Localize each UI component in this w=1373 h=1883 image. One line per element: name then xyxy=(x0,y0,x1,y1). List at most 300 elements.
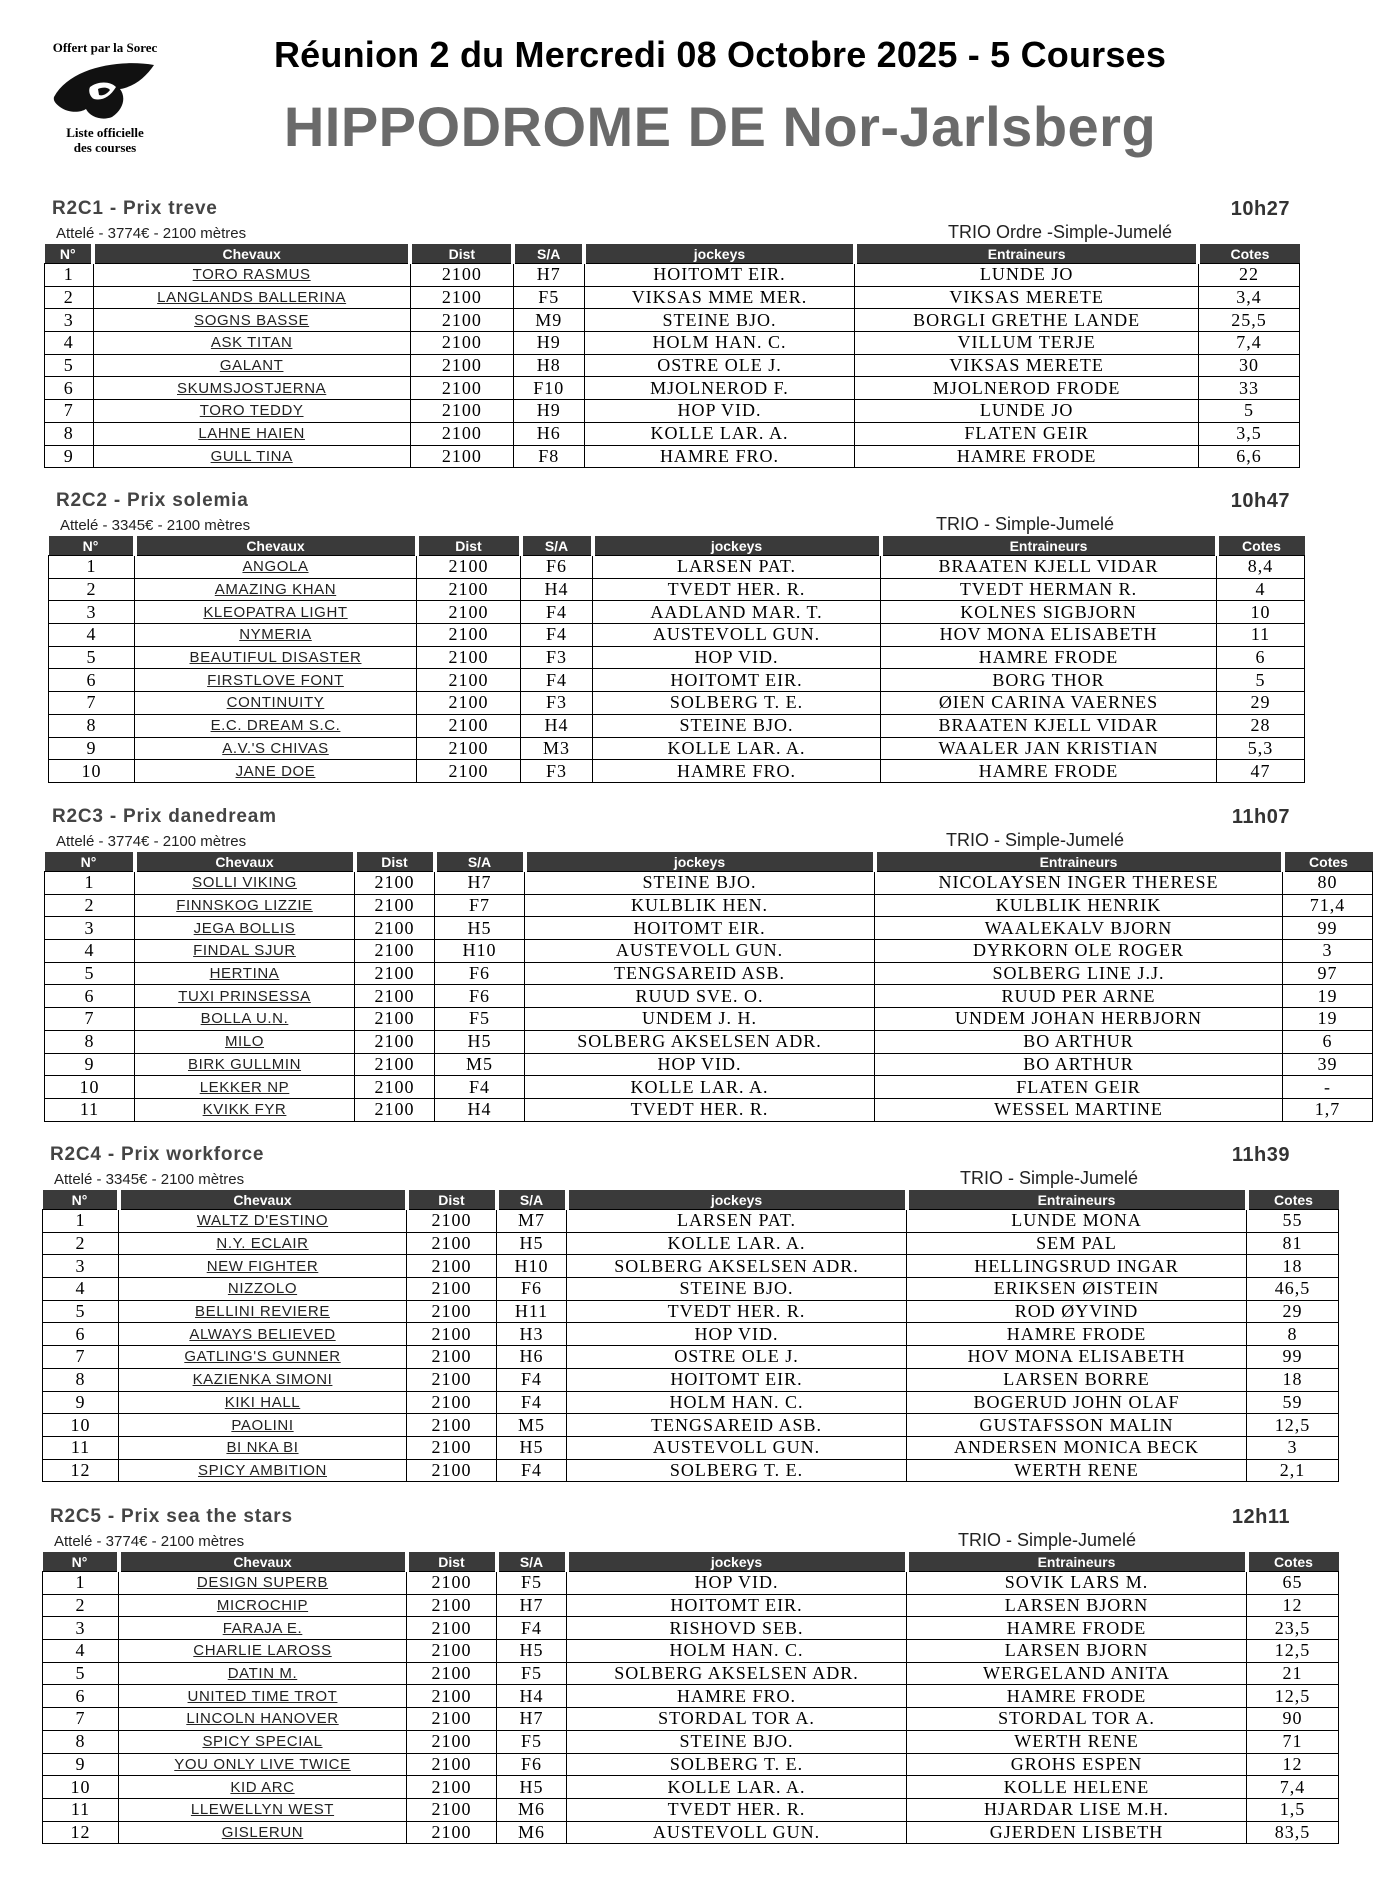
col-distance-cell: 2100 xyxy=(417,646,521,669)
horse-name-link[interactable]: FINNSKOG LIZZIE xyxy=(135,894,355,917)
col-odds-header: Cotes xyxy=(1198,244,1299,264)
col-trainer-cell: ROD ØYVIND xyxy=(907,1300,1247,1323)
horse-name-link[interactable]: BI NKA BI xyxy=(119,1436,407,1459)
horse-name-link[interactable]: NYMERIA xyxy=(135,624,417,647)
col-sex-age-cell: H5 xyxy=(497,1436,567,1459)
table-row xyxy=(43,1278,1339,1301)
col-sex-age-cell: F3 xyxy=(521,692,593,715)
table-row xyxy=(43,1821,1339,1844)
col-odds-cell: 47 xyxy=(1217,760,1305,783)
horse-name-link[interactable]: NEW FIGHTER xyxy=(119,1255,407,1278)
horse-name-link[interactable]: KVIKK FYR xyxy=(135,1098,355,1121)
col-trainer-cell: HAMRE FRODE xyxy=(907,1323,1247,1346)
horse-name-link[interactable]: BIRK GULLMIN xyxy=(135,1053,355,1076)
table-header-row xyxy=(45,244,1300,264)
horse-name-link[interactable]: LLEWELLYN WEST xyxy=(119,1798,407,1821)
table-row xyxy=(43,1776,1339,1799)
horse-name-link[interactable]: JANE DOE xyxy=(135,760,417,783)
col-trainer-header: Entraineurs xyxy=(875,852,1283,872)
col-sex-age-cell: M9 xyxy=(513,309,584,332)
col-trainer-header: Entraineurs xyxy=(855,244,1199,264)
horse-name-link[interactable]: HERTINA xyxy=(135,962,355,985)
col-trainer-cell: ANDERSEN MONICA BECK xyxy=(907,1436,1247,1459)
race-time: 12h11 xyxy=(1231,1506,1290,1528)
table-row xyxy=(45,264,1300,287)
horse-name-link[interactable]: GATLING'S GUNNER xyxy=(119,1346,407,1369)
table-row xyxy=(45,1098,1373,1121)
table-row xyxy=(43,1255,1339,1278)
col-distance-cell: 2100 xyxy=(407,1255,497,1278)
col-trainer-cell: ERIKSEN ØISTEIN xyxy=(907,1278,1247,1301)
col-distance-cell: 2100 xyxy=(417,578,521,601)
col-odds-cell: 12 xyxy=(1247,1753,1339,1776)
col-odds-cell: 6,6 xyxy=(1198,445,1299,468)
col-odds-cell: 3,4 xyxy=(1198,286,1299,309)
col-trainer-cell: FLATEN GEIR xyxy=(855,422,1199,445)
col-sex-age-cell: F6 xyxy=(521,556,593,579)
col-jockey-cell: HOITOMT EIR. xyxy=(593,669,881,692)
race-subheader xyxy=(44,222,1300,244)
col-distance-cell: 2100 xyxy=(355,872,435,895)
race-subheader xyxy=(42,1530,1300,1552)
col-number-cell: 10 xyxy=(43,1414,119,1437)
logo-top-text: Offert par la Sorec xyxy=(52,40,158,55)
col-distance-cell: 2100 xyxy=(407,1753,497,1776)
race-section-1 xyxy=(44,198,1300,468)
table-row xyxy=(43,1459,1339,1482)
horse-name-link[interactable]: KAZIENKA SIMONI xyxy=(119,1368,407,1391)
col-jockey-cell: TVEDT HER. R. xyxy=(567,1300,907,1323)
col-distance-cell: 2100 xyxy=(407,1617,497,1640)
runners-table xyxy=(42,1190,1339,1482)
col-jockey-cell: KOLLE LAR. A. xyxy=(525,1076,875,1099)
horse-name-link[interactable]: TUXI PRINSESSA xyxy=(135,985,355,1008)
table-row xyxy=(43,1232,1339,1255)
horse-name-link[interactable]: BELLINI REVIERE xyxy=(119,1300,407,1323)
col-jockey-cell: HOP VID. xyxy=(525,1053,875,1076)
col-jockey-cell: LARSEN PAT. xyxy=(593,556,881,579)
horse-name-link[interactable]: LAHNE HAIEN xyxy=(93,422,410,445)
race-subheader xyxy=(48,514,1300,536)
col-sex-age-cell: F4 xyxy=(521,624,593,647)
col-distance-cell: 2100 xyxy=(417,760,521,783)
table-header-row xyxy=(43,1190,1339,1210)
col-distance-cell: 2100 xyxy=(410,445,513,468)
table-row xyxy=(45,377,1300,400)
col-sex-age-cell: F4 xyxy=(497,1368,567,1391)
race-conditions: Attelé - 3345€ - 2100 mètres xyxy=(54,1171,245,1188)
venue-title: HIPPODROME DE Nor-Jarlsberg xyxy=(283,95,1157,158)
col-trainer-cell: HAMRE FRODE xyxy=(881,760,1217,783)
horse-name-link[interactable]: CHARLIE LAROSS xyxy=(119,1640,407,1663)
col-trainer-cell: TVEDT HERMAN R. xyxy=(881,578,1217,601)
col-jockey-cell: STEINE BJO. xyxy=(567,1730,907,1753)
race-bet-types: TRIO - Simple-Jumelé xyxy=(946,830,1125,850)
horse-name-link[interactable]: E.C. DREAM S.C. xyxy=(135,714,417,737)
col-distance-cell: 2100 xyxy=(355,917,435,940)
col-trainer-header: Entraineurs xyxy=(881,536,1217,556)
horse-name-link[interactable]: TORO TEDDY xyxy=(93,400,410,423)
col-sex-age-cell: F5 xyxy=(497,1572,567,1595)
col-trainer-cell: SOVIK LARS M. xyxy=(907,1572,1247,1595)
col-number-cell: 12 xyxy=(43,1459,119,1482)
col-odds-cell: 19 xyxy=(1283,1008,1373,1031)
col-trainer-cell: WAALEKALV BJORN xyxy=(875,917,1283,940)
col-sex-age-cell: H4 xyxy=(521,578,593,601)
col-trainer-cell: HAMRE FRODE xyxy=(881,646,1217,669)
col-number-header: N° xyxy=(43,1190,119,1210)
col-sex-age-cell: F4 xyxy=(521,669,593,692)
col-jockey-cell: AUSTEVOLL GUN. xyxy=(567,1821,907,1844)
col-number-cell: 3 xyxy=(49,601,135,624)
table-row xyxy=(43,1414,1339,1437)
table-row xyxy=(45,985,1373,1008)
horse-name-link[interactable]: SKUMSJOSTJERNA xyxy=(93,377,410,400)
table-row xyxy=(45,1053,1373,1076)
col-jockey-cell: KOLLE LAR. A. xyxy=(593,737,881,760)
horse-name-link[interactable]: KID ARC xyxy=(119,1776,407,1799)
horse-name-link[interactable]: GALANT xyxy=(93,354,410,377)
col-trainer-cell: WERGELAND ANITA xyxy=(907,1662,1247,1685)
race-section-5 xyxy=(42,1506,1313,1844)
col-jockey-cell: SOLBERG AKSELSEN ADR. xyxy=(567,1255,907,1278)
col-jockey-cell: HOITOMT EIR. xyxy=(567,1368,907,1391)
col-trainer-cell: VILLUM TERJE xyxy=(855,332,1199,355)
race-section-3 xyxy=(44,806,1348,1122)
col-distance-cell: 2100 xyxy=(407,1232,497,1255)
col-jockey-cell: UNDEM J. H. xyxy=(525,1008,875,1031)
col-trainer-cell: GUSTAFSSON MALIN xyxy=(907,1414,1247,1437)
horse-name-link[interactable]: AMAZING KHAN xyxy=(135,578,417,601)
table-row xyxy=(45,940,1373,963)
horse-name-link[interactable]: SPICY AMBITION xyxy=(119,1459,407,1482)
col-distance-cell: 2100 xyxy=(410,422,513,445)
race-header xyxy=(42,1144,1300,1168)
col-odds-cell: 6 xyxy=(1283,1030,1373,1053)
table-header-row xyxy=(45,852,1373,872)
horse-name-link[interactable]: DATIN M. xyxy=(119,1662,407,1685)
col-sex-age-cell: F5 xyxy=(497,1730,567,1753)
horse-name-link[interactable]: MILO xyxy=(135,1030,355,1053)
col-jockey-header: jockeys xyxy=(584,244,855,264)
col-number-cell: 6 xyxy=(45,377,94,400)
col-odds-cell: 6 xyxy=(1217,646,1305,669)
table-row xyxy=(49,578,1305,601)
table-row xyxy=(49,646,1305,669)
col-jockey-cell: STEINE BJO. xyxy=(584,309,855,332)
col-jockey-cell: MJOLNEROD F. xyxy=(584,377,855,400)
col-distance-cell: 2100 xyxy=(407,1776,497,1799)
col-trainer-header: Entraineurs xyxy=(907,1190,1247,1210)
horse-name-link[interactable]: BOLLA U.N. xyxy=(135,1008,355,1031)
table-row xyxy=(45,400,1300,423)
col-jockey-cell: OSTRE OLE J. xyxy=(584,354,855,377)
col-number-cell: 6 xyxy=(45,985,135,1008)
horse-name-link[interactable]: MICROCHIP xyxy=(119,1594,407,1617)
col-jockey-cell: RISHOVD SEB. xyxy=(567,1617,907,1640)
col-number-cell: 4 xyxy=(43,1640,119,1663)
horse-name-link[interactable]: LANGLANDS BALLERINA xyxy=(93,286,410,309)
col-number-cell: 4 xyxy=(49,624,135,647)
horse-name-link[interactable]: SOGNS BASSE xyxy=(93,309,410,332)
col-number-cell: 9 xyxy=(45,1053,135,1076)
col-odds-cell: 30 xyxy=(1198,354,1299,377)
race-bet-types: TRIO - Simple-Jumelé xyxy=(960,1168,1139,1188)
col-number-cell: 1 xyxy=(45,264,94,287)
col-number-cell: 2 xyxy=(45,894,135,917)
col-trainer-cell: BORG THOR xyxy=(881,669,1217,692)
col-jockey-cell: STEINE BJO. xyxy=(593,714,881,737)
race-name: R2C2 - Prix solemia xyxy=(56,490,249,511)
horse-name-link[interactable]: BEAUTIFUL DISASTER xyxy=(135,646,417,669)
table-row xyxy=(43,1436,1339,1459)
col-jockey-cell: LARSEN PAT. xyxy=(567,1210,907,1233)
col-distance-cell: 2100 xyxy=(407,1436,497,1459)
horse-name-link[interactable]: A.V.'S CHIVAS xyxy=(135,737,417,760)
runners-table xyxy=(48,536,1305,783)
col-distance-cell: 2100 xyxy=(355,1008,435,1031)
col-sex-age-header: S/A xyxy=(513,244,584,264)
col-horse-header: Chevaux xyxy=(119,1190,407,1210)
col-distance-cell: 2100 xyxy=(407,1662,497,1685)
col-number-cell: 11 xyxy=(43,1798,119,1821)
col-number-header: N° xyxy=(43,1552,119,1572)
horse-name-link[interactable]: SPICY SPECIAL xyxy=(119,1730,407,1753)
col-distance-cell: 2100 xyxy=(417,669,521,692)
horse-name-link[interactable]: LEKKER NP xyxy=(135,1076,355,1099)
col-number-cell: 7 xyxy=(49,692,135,715)
col-number-cell: 5 xyxy=(43,1662,119,1685)
col-number-header: N° xyxy=(45,852,135,872)
race-time: 10h47 xyxy=(1230,490,1290,512)
horse-name-link[interactable]: N.Y. ECLAIR xyxy=(119,1232,407,1255)
col-distance-cell: 2100 xyxy=(410,309,513,332)
horse-name-link[interactable]: FIRSTLOVE FONT xyxy=(135,669,417,692)
horse-name-link[interactable]: SOLLI VIKING xyxy=(135,872,355,895)
col-odds-cell: 12,5 xyxy=(1247,1414,1339,1437)
col-number-cell: 10 xyxy=(43,1776,119,1799)
col-odds-cell: 4 xyxy=(1217,578,1305,601)
col-number-cell: 3 xyxy=(43,1255,119,1278)
col-sex-age-cell: F6 xyxy=(497,1753,567,1776)
col-jockey-cell: OSTRE OLE J. xyxy=(567,1346,907,1369)
race-name: R2C5 - Prix sea the stars xyxy=(50,1506,293,1527)
col-distance-cell: 2100 xyxy=(407,1300,497,1323)
col-sex-age-cell: H5 xyxy=(435,1030,525,1053)
col-jockey-cell: HOITOMT EIR. xyxy=(567,1594,907,1617)
horse-name-link[interactable]: TORO RASMUS xyxy=(93,264,410,287)
race-time: 10h27 xyxy=(1230,198,1290,220)
horse-name-link[interactable]: LINCOLN HANOVER xyxy=(119,1708,407,1731)
col-number-cell: 6 xyxy=(43,1685,119,1708)
col-jockey-cell: SOLBERG AKSELSEN ADR. xyxy=(567,1662,907,1685)
col-number-cell: 6 xyxy=(43,1323,119,1346)
col-number-cell: 5 xyxy=(49,646,135,669)
race-name: R2C3 - Prix danedream xyxy=(52,806,277,827)
table-row xyxy=(45,332,1300,355)
col-odds-cell: 23,5 xyxy=(1247,1617,1339,1640)
horse-name-link[interactable]: NIZZOLO xyxy=(119,1278,407,1301)
col-sex-age-cell: F6 xyxy=(435,985,525,1008)
race-name: R2C4 - Prix workforce xyxy=(50,1144,265,1165)
col-jockey-cell: TVEDT HER. R. xyxy=(593,578,881,601)
horse-name-link[interactable]: JEGA BOLLIS xyxy=(135,917,355,940)
col-jockey-cell: KOLLE LAR. A. xyxy=(584,422,855,445)
table-row xyxy=(43,1300,1339,1323)
col-odds-header: Cotes xyxy=(1217,536,1305,556)
horse-name-link[interactable]: PAOLINI xyxy=(119,1414,407,1437)
col-number-cell: 4 xyxy=(45,332,94,355)
col-distance-cell: 2100 xyxy=(417,624,521,647)
horse-name-link[interactable]: YOU ONLY LIVE TWICE xyxy=(119,1753,407,1776)
col-odds-cell: 28 xyxy=(1217,714,1305,737)
col-trainer-cell: HJARDAR LISE M.H. xyxy=(907,1798,1247,1821)
table-row xyxy=(45,1030,1373,1053)
race-bet-types: TRIO Ordre -Simple-Jumelé xyxy=(948,222,1173,242)
col-number-cell: 1 xyxy=(49,556,135,579)
col-number-cell: 8 xyxy=(45,1030,135,1053)
col-trainer-cell: WAALER JAN KRISTIAN xyxy=(881,737,1217,760)
col-distance-cell: 2100 xyxy=(355,1030,435,1053)
horse-name-link[interactable]: CONTINUITY xyxy=(135,692,417,715)
col-sex-age-cell: F6 xyxy=(497,1278,567,1301)
table-row xyxy=(49,692,1305,715)
race-conditions: Attelé - 3774€ - 2100 mètres xyxy=(56,833,247,850)
col-jockey-cell: HAMRE FRO. xyxy=(584,445,855,468)
col-odds-cell: 3,5 xyxy=(1198,422,1299,445)
col-trainer-cell: BORGLI GRETHE LANDE xyxy=(855,309,1199,332)
col-jockey-cell: STEINE BJO. xyxy=(567,1278,907,1301)
col-jockey-cell: AUSTEVOLL GUN. xyxy=(567,1436,907,1459)
col-jockey-cell: TVEDT HER. R. xyxy=(567,1798,907,1821)
col-trainer-cell: BRAATEN KJELL VIDAR xyxy=(881,714,1217,737)
horse-name-link[interactable]: GISLERUN xyxy=(119,1821,407,1844)
col-sex-age-cell: F5 xyxy=(513,286,584,309)
col-number-cell: 3 xyxy=(45,917,135,940)
col-odds-cell: 12,5 xyxy=(1247,1640,1339,1663)
horse-name-link[interactable]: WALTZ D'ESTINO xyxy=(119,1210,407,1233)
col-number-cell: 5 xyxy=(45,354,94,377)
table-row xyxy=(43,1572,1339,1595)
table-row xyxy=(43,1708,1339,1731)
col-sex-age-cell: H6 xyxy=(497,1346,567,1369)
col-horse-header: Chevaux xyxy=(135,852,355,872)
col-trainer-cell: WERTH RENE xyxy=(907,1730,1247,1753)
col-jockey-cell: HOITOMT EIR. xyxy=(525,917,875,940)
horse-name-link[interactable]: FINDAL SJUR xyxy=(135,940,355,963)
col-trainer-cell: HOV MONA ELISABETH xyxy=(907,1346,1247,1369)
horse-name-link[interactable]: KIKI HALL xyxy=(119,1391,407,1414)
horse-name-link[interactable]: ANGOLA xyxy=(135,556,417,579)
col-trainer-cell: VIKSAS MERETE xyxy=(855,286,1199,309)
col-distance-cell: 2100 xyxy=(355,985,435,1008)
col-sex-age-cell: H9 xyxy=(513,332,584,355)
col-distance-cell: 2100 xyxy=(407,1708,497,1731)
table-row xyxy=(45,354,1300,377)
col-trainer-cell: ØIEN CARINA VAERNES xyxy=(881,692,1217,715)
col-odds-cell: 25,5 xyxy=(1198,309,1299,332)
col-distance-cell: 2100 xyxy=(407,1323,497,1346)
race-subheader xyxy=(44,830,1300,852)
col-number-cell: 9 xyxy=(45,445,94,468)
col-jockey-cell: HOLM HAN. C. xyxy=(567,1391,907,1414)
col-odds-cell: 7,4 xyxy=(1198,332,1299,355)
runners-table xyxy=(44,852,1373,1122)
col-distance-cell: 2100 xyxy=(410,354,513,377)
col-sex-age-cell: H5 xyxy=(435,917,525,940)
col-distance-cell: 2100 xyxy=(407,1821,497,1844)
col-jockey-header: jockeys xyxy=(567,1552,907,1572)
horse-name-link[interactable]: ALWAYS BELIEVED xyxy=(119,1323,407,1346)
col-number-cell: 1 xyxy=(43,1572,119,1595)
col-number-cell: 7 xyxy=(45,1008,135,1031)
horse-name-link[interactable]: ASK TITAN xyxy=(93,332,410,355)
col-distance-header: Dist xyxy=(417,536,521,556)
col-trainer-cell: LUNDE JO xyxy=(855,264,1199,287)
col-trainer-cell: LARSEN BJORN xyxy=(907,1594,1247,1617)
table-row xyxy=(45,872,1373,895)
col-sex-age-cell: F4 xyxy=(497,1391,567,1414)
col-sex-age-header: S/A xyxy=(497,1552,567,1572)
col-odds-cell: 97 xyxy=(1283,962,1373,985)
col-trainer-cell: SOLBERG LINE J.J. xyxy=(875,962,1283,985)
horse-name-link[interactable]: KLEOPATRA LIGHT xyxy=(135,601,417,624)
col-jockey-cell: HOP VID. xyxy=(567,1572,907,1595)
col-sex-age-cell: H7 xyxy=(435,872,525,895)
col-sex-age-cell: M5 xyxy=(435,1053,525,1076)
col-jockey-cell: HAMRE FRO. xyxy=(593,760,881,783)
col-jockey-cell: HOLM HAN. C. xyxy=(567,1640,907,1663)
col-sex-age-cell: M6 xyxy=(497,1798,567,1821)
col-odds-cell: 29 xyxy=(1217,692,1305,715)
horse-name-link[interactable]: UNITED TIME TROT xyxy=(119,1685,407,1708)
col-number-cell: 2 xyxy=(45,286,94,309)
col-number-cell: 2 xyxy=(43,1594,119,1617)
col-jockey-cell: TVEDT HER. R. xyxy=(525,1098,875,1121)
col-jockey-cell: KULBLIK HEN. xyxy=(525,894,875,917)
col-number-cell: 11 xyxy=(43,1436,119,1459)
col-sex-age-cell: H4 xyxy=(521,714,593,737)
col-jockey-cell: HAMRE FRO. xyxy=(567,1685,907,1708)
table-row xyxy=(49,556,1305,579)
col-odds-cell: 3 xyxy=(1283,940,1373,963)
col-number-header: N° xyxy=(49,536,135,556)
col-distance-cell: 2100 xyxy=(355,1098,435,1121)
col-number-cell: 10 xyxy=(45,1076,135,1099)
table-row xyxy=(43,1685,1339,1708)
col-sex-age-cell: H5 xyxy=(497,1232,567,1255)
col-trainer-cell: HELLINGSRUD INGAR xyxy=(907,1255,1247,1278)
col-number-cell: 2 xyxy=(49,578,135,601)
col-horse-header: Chevaux xyxy=(93,244,410,264)
col-odds-cell: 5 xyxy=(1217,669,1305,692)
col-trainer-cell: LARSEN BORRE xyxy=(907,1368,1247,1391)
horse-name-link[interactable]: GULL TINA xyxy=(93,445,410,468)
col-distance-cell: 2100 xyxy=(407,1594,497,1617)
col-sex-age-header: S/A xyxy=(521,536,593,556)
col-odds-cell: 22 xyxy=(1198,264,1299,287)
horse-name-link[interactable]: DESIGN SUPERB xyxy=(119,1572,407,1595)
horse-name-link[interactable]: FARAJA E. xyxy=(119,1617,407,1640)
col-odds-header: Cotes xyxy=(1247,1552,1339,1572)
col-odds-cell: 1,7 xyxy=(1283,1098,1373,1121)
table-row xyxy=(45,445,1300,468)
col-sex-age-cell: H9 xyxy=(513,400,584,423)
table-row xyxy=(45,917,1373,940)
col-odds-cell: 1,5 xyxy=(1247,1798,1339,1821)
col-trainer-cell: WESSEL MARTINE xyxy=(875,1098,1283,1121)
col-sex-age-cell: F4 xyxy=(521,601,593,624)
